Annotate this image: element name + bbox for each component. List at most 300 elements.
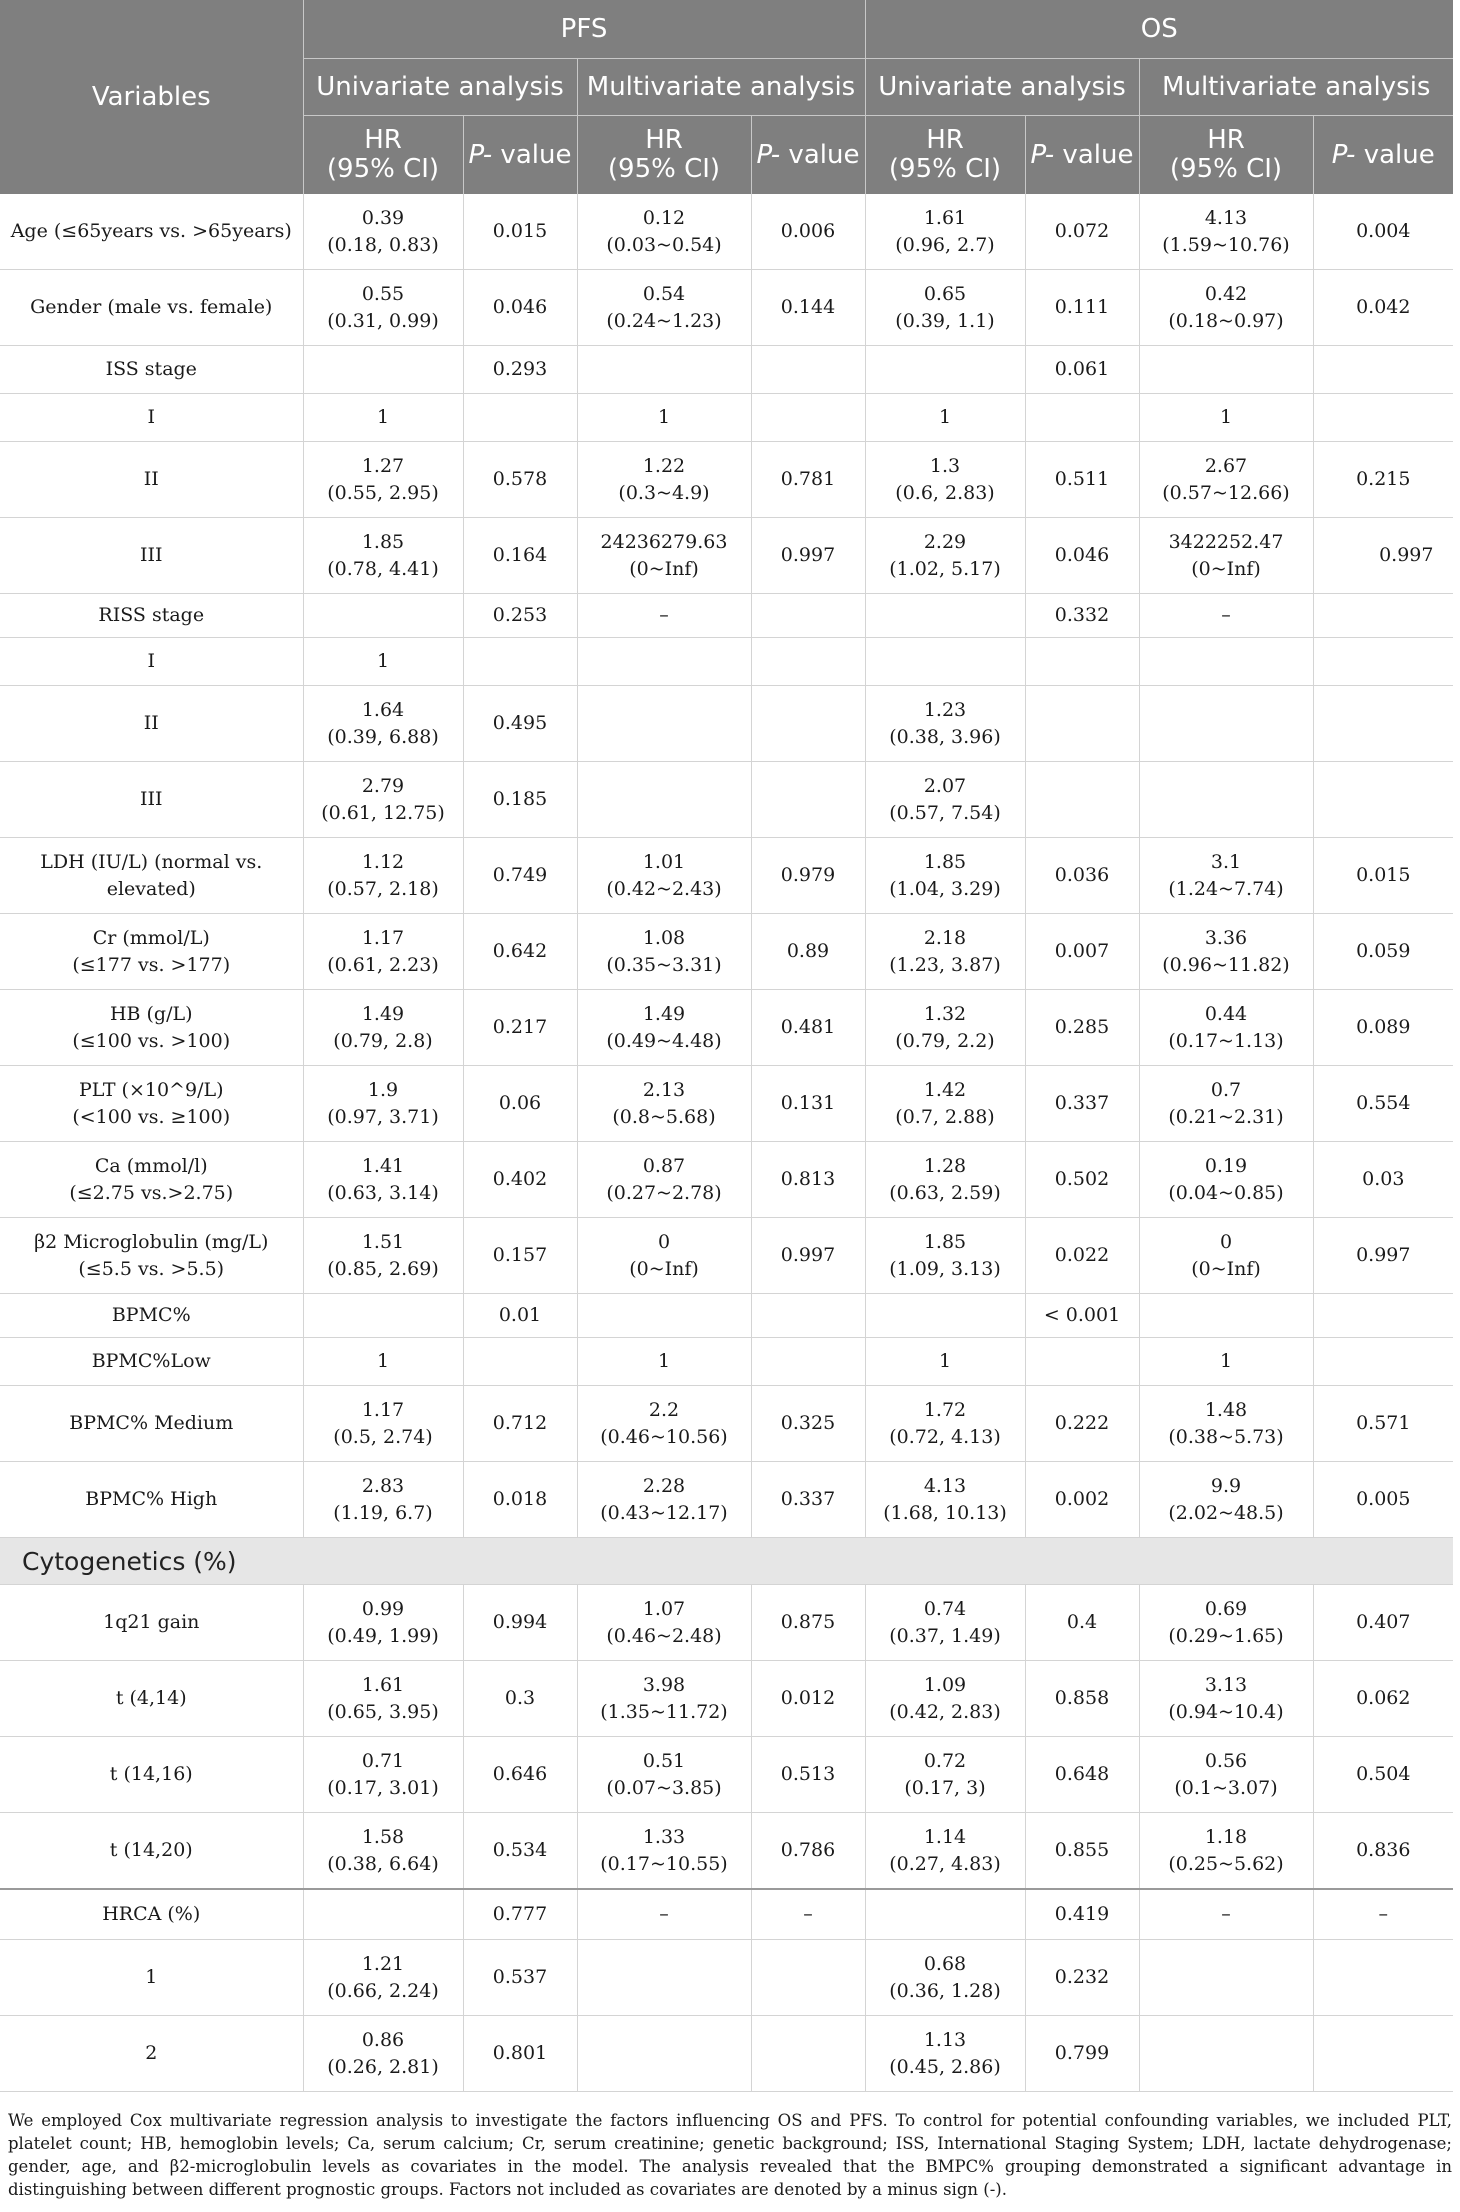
p-value-cell	[1313, 394, 1453, 442]
p-value-cell: 0.781	[751, 442, 865, 518]
p-value-cell	[1313, 1338, 1453, 1386]
p-value-cell: 0.059	[1313, 914, 1453, 990]
variable-cell: I	[0, 638, 303, 686]
table-row	[0, 1661, 1453, 1737]
hr-ci-cell: 0.71 (0.17, 3.01)	[303, 1737, 463, 1813]
p-value-cell: 0.337	[751, 1462, 865, 1538]
table-row	[0, 594, 1453, 638]
value-label: value	[1355, 139, 1435, 170]
os-univariate-hr-header	[865, 116, 1025, 195]
hr-ci-cell: 1.3 (0.6, 2.83)	[865, 442, 1025, 518]
p-value-cell: 0.855	[1025, 1813, 1139, 1890]
p-value-cell: 0.036	[1025, 838, 1139, 914]
ci-label: (95% CI)	[1169, 154, 1283, 184]
variable-cell: II	[0, 442, 303, 518]
table-row	[0, 990, 1453, 1066]
hr-ci-cell	[577, 346, 751, 394]
hr-ci-cell: 1.27 (0.55, 2.95)	[303, 442, 463, 518]
p-value-cell	[1025, 686, 1139, 762]
p-value-cell	[463, 394, 577, 442]
hr-ci-cell: 1.51 (0.85, 2.69)	[303, 1218, 463, 1294]
hr-ci-cell: –	[577, 1889, 751, 1940]
p-value-cell: 0.646	[463, 1737, 577, 1813]
variable-cell: 1q21 gain	[0, 1585, 303, 1661]
hr-ci-cell	[303, 1294, 463, 1338]
value-label: value	[1054, 139, 1134, 170]
variable-cell: ISS stage	[0, 346, 303, 394]
p-value-cell: 0.994	[463, 1585, 577, 1661]
p-value-cell: 0.3	[463, 1661, 577, 1737]
variable-cell: Gender (male vs. female)	[0, 270, 303, 346]
hr-ci-cell: –	[1139, 1889, 1313, 1940]
p-value-cell: 0.4	[1025, 1585, 1139, 1661]
p-value-cell: –	[751, 1889, 865, 1940]
pfs-univariate-header: Univariate analysis	[303, 59, 577, 116]
hr-ci-cell: 1	[1139, 394, 1313, 442]
hr-ci-cell: 0.54 (0.24~1.23)	[577, 270, 751, 346]
hr-ci-cell: 2.79 (0.61, 12.75)	[303, 762, 463, 838]
p-value-cell: 0.046	[463, 270, 577, 346]
hr-ci-cell: 0.99 (0.49, 1.99)	[303, 1585, 463, 1661]
variable-cell: t (14,16)	[0, 1737, 303, 1813]
hr-ci-cell	[865, 638, 1025, 686]
hr-ci-cell: 3.36 (0.96~11.82)	[1139, 914, 1313, 990]
hr-ci-cell: 1.17 (0.5, 2.74)	[303, 1386, 463, 1462]
p-value-cell: 0.325	[751, 1386, 865, 1462]
pfs-univariate-hr-header	[303, 116, 463, 195]
p-value-cell: 0.293	[463, 346, 577, 394]
ci-label: (95% CI)	[607, 154, 721, 184]
p-value-cell	[1025, 638, 1139, 686]
table-row	[0, 1218, 1453, 1294]
pfs-header: PFS	[303, 0, 865, 59]
variable-cell: t (14,20)	[0, 1813, 303, 1890]
hr-ci-cell: 1.49 (0.79, 2.8)	[303, 990, 463, 1066]
p-value-cell	[751, 2016, 865, 2092]
p-value-cell: 0.513	[751, 1737, 865, 1813]
p-value-cell: 0.005	[1313, 1462, 1453, 1538]
p-value-cell	[1313, 1294, 1453, 1338]
variable-cell: β2 Microglobulin (mg/L) (≤5.5 vs. >5.5)	[0, 1218, 303, 1294]
p-value-cell: 0.217	[463, 990, 577, 1066]
variable-cell: HRCA (%)	[0, 1889, 303, 1940]
hr-ci-cell: 1.9 (0.97, 3.71)	[303, 1066, 463, 1142]
hr-ci-cell: 1	[865, 394, 1025, 442]
table-row	[0, 1066, 1453, 1142]
hr-ci-cell: 1.14 (0.27, 4.83)	[865, 1813, 1025, 1890]
table-row	[0, 1386, 1453, 1462]
p-value-cell: 0.836	[1313, 1813, 1453, 1890]
hr-ci-cell	[865, 346, 1025, 394]
p-value-cell: 0.018	[463, 1462, 577, 1538]
p-value-cell: 0.002	[1025, 1462, 1139, 1538]
p-value-cell: 0.997	[1313, 1218, 1453, 1294]
p-value-cell: 0.332	[1025, 594, 1139, 638]
hr-ci-cell	[1139, 2016, 1313, 2092]
hr-ci-cell	[1139, 686, 1313, 762]
hr-ci-cell	[577, 1294, 751, 1338]
hr-ci-cell: 1.33 (0.17~10.55)	[577, 1813, 751, 1890]
p-value-cell: 0.215	[1313, 442, 1453, 518]
p-value-cell: 0.712	[463, 1386, 577, 1462]
p-value-cell	[1313, 638, 1453, 686]
hr-ci-cell: 2.28 (0.43~12.17)	[577, 1462, 751, 1538]
p-value-cell: 0.337	[1025, 1066, 1139, 1142]
p-value-cell: 0.749	[463, 838, 577, 914]
hr-ci-cell: 2.29 (1.02, 5.17)	[865, 518, 1025, 594]
hr-ci-cell: 0.68 (0.36, 1.28)	[865, 1940, 1025, 2016]
p-value-cell: 0.015	[463, 194, 577, 270]
p-value-cell	[1313, 762, 1453, 838]
p-value-cell: 0.232	[1025, 1940, 1139, 2016]
hr-ci-cell	[1139, 762, 1313, 838]
p-value-cell: 0.03	[1313, 1142, 1453, 1218]
hr-ci-cell: 1.61 (0.65, 3.95)	[303, 1661, 463, 1737]
table-row	[0, 518, 1453, 594]
p-value-cell: 0.061	[1025, 346, 1139, 394]
hr-ci-cell	[577, 762, 751, 838]
p-value-cell: 0.022	[1025, 1218, 1139, 1294]
p-value-cell: 0.006	[751, 194, 865, 270]
hr-ci-cell: 0.56 (0.1~3.07)	[1139, 1737, 1313, 1813]
p-value-cell: 0.777	[463, 1889, 577, 1940]
p-value-cell: 0.046	[1025, 518, 1139, 594]
ci-label: (95% CI)	[888, 154, 1002, 184]
hr-ci-cell: 2.07 (0.57, 7.54)	[865, 762, 1025, 838]
p-value-cell: 0.554	[1313, 1066, 1453, 1142]
variable-cell: RISS stage	[0, 594, 303, 638]
hr-ci-cell: 1.13 (0.45, 2.86)	[865, 2016, 1025, 2092]
p-value-cell: 0.979	[751, 838, 865, 914]
p-value-cell: 0.144	[751, 270, 865, 346]
hr-ci-cell: 0.72 (0.17, 3)	[865, 1737, 1025, 1813]
table-row	[0, 838, 1453, 914]
hr-ci-cell: 0.51 (0.07~3.85)	[577, 1737, 751, 1813]
os-multivariate-header: Multivariate analysis	[1139, 59, 1453, 116]
table-row	[0, 2016, 1453, 2092]
pfs-multivariate-header: Multivariate analysis	[577, 59, 865, 116]
value-label: value	[780, 139, 860, 170]
hr-ci-cell: 1.61 (0.96, 2.7)	[865, 194, 1025, 270]
p-value-cell	[751, 394, 865, 442]
variable-cell: II	[0, 686, 303, 762]
table-row	[0, 686, 1453, 762]
p-value-cell	[751, 594, 865, 638]
table-row	[0, 1737, 1453, 1813]
hr-ci-cell: 1.64 (0.39, 6.88)	[303, 686, 463, 762]
hr-ci-cell: 4.13 (1.68, 10.13)	[865, 1462, 1025, 1538]
hr-ci-cell: 0.42 (0.18~0.97)	[1139, 270, 1313, 346]
hr-ci-cell: 4.13 (1.59~10.76)	[1139, 194, 1313, 270]
p-value-cell	[1313, 594, 1453, 638]
hr-ci-cell: –	[577, 594, 751, 638]
table-row	[0, 270, 1453, 346]
hr-ci-cell: 1.01 (0.42~2.43)	[577, 838, 751, 914]
hr-ci-cell	[577, 686, 751, 762]
table-row	[0, 1294, 1453, 1338]
hr-ci-cell: 1.07 (0.46~2.48)	[577, 1585, 751, 1661]
variable-cell: t (4,14)	[0, 1661, 303, 1737]
hr-ci-cell: 1.41 (0.63, 3.14)	[303, 1142, 463, 1218]
p-value-cell: 0.402	[463, 1142, 577, 1218]
variable-cell: PLT (×10^9/L) (<100 vs. ≥100)	[0, 1066, 303, 1142]
p-value-cell	[751, 638, 865, 686]
hr-ci-cell	[1139, 638, 1313, 686]
p-value-cell: 0.407	[1313, 1585, 1453, 1661]
hr-ci-cell: 2.2 (0.46~10.56)	[577, 1386, 751, 1462]
p-value-cell: < 0.001	[1025, 1294, 1139, 1338]
hr-ci-cell	[577, 2016, 751, 2092]
p-value-cell	[1025, 1338, 1139, 1386]
p-value-cell: 0.253	[463, 594, 577, 638]
p-value-cell: 0.012	[751, 1661, 865, 1737]
table-row	[0, 194, 1453, 270]
variable-cell: LDH (IU/L) (normal vs. elevated)	[0, 838, 303, 914]
hr-ci-cell: 3422252.47 (0~Inf)	[1139, 518, 1313, 594]
table-row	[0, 442, 1453, 518]
p-value-cell	[751, 762, 865, 838]
p-value-cell: 0.007	[1025, 914, 1139, 990]
table-row	[0, 1889, 1453, 1940]
p-value-cell: 0.062	[1313, 1661, 1453, 1737]
variable-cell: HB (g/L) (≤100 vs. >100)	[0, 990, 303, 1066]
hr-ci-cell: 0.65 (0.39, 1.1)	[865, 270, 1025, 346]
hr-ci-cell: 0.44 (0.17~1.13)	[1139, 990, 1313, 1066]
p-value-cell: 0.164	[463, 518, 577, 594]
hr-ci-cell: 0.55 (0.31, 0.99)	[303, 270, 463, 346]
hr-ci-cell: 1	[577, 394, 751, 442]
table-row	[0, 346, 1453, 394]
p-value-cell	[751, 686, 865, 762]
hr-ci-cell: 1	[577, 1338, 751, 1386]
hr-ci-cell: 1.12 (0.57, 2.18)	[303, 838, 463, 914]
p-value-cell	[1025, 762, 1139, 838]
p-value-cell: 0.997	[1313, 518, 1453, 594]
p-value-cell: 0.801	[463, 2016, 577, 2092]
p-value-cell: 0.089	[1313, 990, 1453, 1066]
hr-ci-cell: 1.23 (0.38, 3.96)	[865, 686, 1025, 762]
p-value-cell	[751, 1338, 865, 1386]
p-value-cell: 0.502	[1025, 1142, 1139, 1218]
hr-ci-cell: 1.21 (0.66, 2.24)	[303, 1940, 463, 2016]
variable-cell: Age (≤65years vs. >65years)	[0, 194, 303, 270]
hr-ci-cell: 1.42 (0.7, 2.88)	[865, 1066, 1025, 1142]
p-value-cell	[463, 1338, 577, 1386]
table-row	[0, 1462, 1453, 1538]
variable-cell: 2	[0, 2016, 303, 2092]
hr-ci-cell: 0.86 (0.26, 2.81)	[303, 2016, 463, 2092]
variable-cell: BPMC% High	[0, 1462, 303, 1538]
p-value-cell: 0.571	[1313, 1386, 1453, 1462]
p-value-cell: 0.015	[1313, 838, 1453, 914]
pfs-univariate-p-header	[463, 116, 577, 195]
hr-ci-cell: 2.67 (0.57~12.66)	[1139, 442, 1313, 518]
p-value-cell	[1313, 686, 1453, 762]
p-value-cell	[1313, 2016, 1453, 2092]
hr-ci-cell: 1.58 (0.38, 6.64)	[303, 1813, 463, 1890]
table-row	[0, 914, 1453, 990]
hr-label: HR	[1207, 125, 1245, 155]
hr-ci-cell	[303, 594, 463, 638]
hr-ci-cell	[577, 1940, 751, 2016]
hr-ci-cell: 0.19 (0.04~0.85)	[1139, 1142, 1313, 1218]
p-value-cell: 0.042	[1313, 270, 1453, 346]
p-value-cell: 0.185	[463, 762, 577, 838]
hr-ci-cell	[865, 594, 1025, 638]
p-value-cell: 0.799	[1025, 2016, 1139, 2092]
p-value-cell: 0.534	[463, 1813, 577, 1890]
p-value-cell: –	[1313, 1889, 1453, 1940]
hr-ci-cell: 2.83 (1.19, 6.7)	[303, 1462, 463, 1538]
section-row	[0, 1538, 1453, 1585]
os-univariate-header: Univariate analysis	[865, 59, 1139, 116]
hr-ci-cell: 24236279.63 (0~Inf)	[577, 518, 751, 594]
hr-ci-cell: 1	[865, 1338, 1025, 1386]
hr-ci-cell: 1.08 (0.35~3.31)	[577, 914, 751, 990]
p-italic-label: P-	[468, 139, 493, 170]
table-row	[0, 1585, 1453, 1661]
pfs-multivariate-p-header	[751, 116, 865, 195]
hr-ci-cell: 0.39 (0.18, 0.83)	[303, 194, 463, 270]
table-row	[0, 1142, 1453, 1218]
hr-ci-cell: 1.49 (0.49~4.48)	[577, 990, 751, 1066]
p-value-cell: 0.06	[463, 1066, 577, 1142]
hr-ci-cell	[865, 1294, 1025, 1338]
hr-ci-cell	[865, 1889, 1025, 1940]
p-value-cell	[1025, 394, 1139, 442]
hr-label: HR	[364, 125, 402, 155]
hr-ci-cell: 1.48 (0.38~5.73)	[1139, 1386, 1313, 1462]
p-value-cell: 0.997	[751, 518, 865, 594]
p-italic-label: P-	[1030, 139, 1055, 170]
p-value-cell: 0.578	[463, 442, 577, 518]
p-value-cell: 0.648	[1025, 1737, 1139, 1813]
hr-label: HR	[926, 125, 964, 155]
hr-ci-cell: 1.28 (0.63, 2.59)	[865, 1142, 1025, 1218]
table-body	[0, 194, 1453, 2092]
p-value-cell: 0.511	[1025, 442, 1139, 518]
p-value-cell: 0.481	[751, 990, 865, 1066]
hr-ci-cell	[1139, 346, 1313, 394]
hr-ci-cell: 0.87 (0.27~2.78)	[577, 1142, 751, 1218]
p-value-cell: 0.875	[751, 1585, 865, 1661]
os-multivariate-hr-header	[1139, 116, 1313, 195]
hr-ci-cell: 2.18 (1.23, 3.87)	[865, 914, 1025, 990]
hr-ci-cell	[577, 638, 751, 686]
p-value-cell: 0.495	[463, 686, 577, 762]
hr-ci-cell: 0 (0~Inf)	[1139, 1218, 1313, 1294]
p-value-cell: 0.111	[1025, 270, 1139, 346]
hr-ci-cell: 1.85 (1.09, 3.13)	[865, 1218, 1025, 1294]
table-row	[0, 762, 1453, 838]
hr-ci-cell	[1139, 1940, 1313, 2016]
variable-cell: BPMC%	[0, 1294, 303, 1338]
p-value-cell: 0.504	[1313, 1737, 1453, 1813]
variable-cell: Cr (mmol/L) (≤177 vs. >177)	[0, 914, 303, 990]
variable-cell: BPMC%Low	[0, 1338, 303, 1386]
p-italic-label: P-	[756, 139, 781, 170]
p-value-cell: 0.004	[1313, 194, 1453, 270]
table-row	[0, 1940, 1453, 2016]
table-row	[0, 638, 1453, 686]
hr-ci-cell: 1.17 (0.61, 2.23)	[303, 914, 463, 990]
table-row	[0, 1338, 1453, 1386]
p-value-cell	[751, 1294, 865, 1338]
p-value-cell: 0.786	[751, 1813, 865, 1890]
p-value-cell: 0.157	[463, 1218, 577, 1294]
p-italic-label: P-	[1331, 139, 1356, 170]
hr-ci-cell: 1.09 (0.42, 2.83)	[865, 1661, 1025, 1737]
p-value-cell: 0.222	[1025, 1386, 1139, 1462]
p-value-cell: 0.858	[1025, 1661, 1139, 1737]
table-footnote: We employed Cox multivariate regression analysis to investigate the factors influencing OS and PFS. To control for potential confounding variables, we included PLT, platelet count; HB, hemoglobin levels; Ca, serum calcium; Cr, serum creatinine; genetic background; ISS, International Staging System; LDH, lactate dehydrogenase; gender, age, and β2-microglobulin levels as covariates in the model. The analysis revealed that the BMPC% grouping demonstrated a significant advantage in distinguishing between different prognostic groups. Factors not included as covariates are denoted by a minus sign (-).	[8, 2111, 1452, 2199]
hr-ci-cell: 1.22 (0.3~4.9)	[577, 442, 751, 518]
p-value-cell: 0.419	[1025, 1889, 1139, 1940]
hr-ci-cell: 0.74 (0.37, 1.49)	[865, 1585, 1025, 1661]
variable-cell: III	[0, 762, 303, 838]
variable-cell: Ca (mmol/l) (≤2.75 vs.>2.75)	[0, 1142, 303, 1218]
p-value-cell: 0.89	[751, 914, 865, 990]
p-value-cell: 0.131	[751, 1066, 865, 1142]
hr-ci-cell: 1	[303, 638, 463, 686]
p-value-cell	[463, 638, 577, 686]
hr-ci-cell: 2.13 (0.8~5.68)	[577, 1066, 751, 1142]
hr-ci-cell: 1	[1139, 1338, 1313, 1386]
p-value-cell: 0.813	[751, 1142, 865, 1218]
p-value-cell	[1313, 1940, 1453, 2016]
p-value-cell: 0.072	[1025, 194, 1139, 270]
hr-ci-cell: 3.98 (1.35~11.72)	[577, 1661, 751, 1737]
hr-ci-cell: 1	[303, 394, 463, 442]
p-value-cell: 0.997	[751, 1218, 865, 1294]
variable-cell: I	[0, 394, 303, 442]
hr-ci-cell: 1.18 (0.25~5.62)	[1139, 1813, 1313, 1890]
section-label: Cytogenetics (%)	[0, 1538, 1453, 1585]
os-header: OS	[865, 0, 1453, 59]
value-label: value	[492, 139, 572, 170]
p-value-cell	[751, 1940, 865, 2016]
p-value-cell	[1313, 346, 1453, 394]
table-row	[0, 1813, 1453, 1890]
hr-ci-cell: 0.12 (0.03~0.54)	[577, 194, 751, 270]
hr-ci-cell	[303, 1889, 463, 1940]
variable-cell: III	[0, 518, 303, 594]
pfs-multivariate-hr-header	[577, 116, 751, 195]
hr-ci-cell: 1.72 (0.72, 4.13)	[865, 1386, 1025, 1462]
hr-ci-cell: 1.85 (1.04, 3.29)	[865, 838, 1025, 914]
table-header	[0, 0, 1453, 194]
hr-ci-cell: –	[1139, 594, 1313, 638]
os-multivariate-p-header	[1313, 116, 1453, 195]
hr-ci-cell: 3.1 (1.24~7.74)	[1139, 838, 1313, 914]
p-value-cell: 0.642	[463, 914, 577, 990]
variable-cell: 1	[0, 1940, 303, 2016]
p-value-cell	[751, 346, 865, 394]
os-univariate-p-header	[1025, 116, 1139, 195]
p-value-cell: 0.285	[1025, 990, 1139, 1066]
ci-label: (95% CI)	[326, 154, 440, 184]
hr-label: HR	[645, 125, 683, 155]
variables-header: Variables	[0, 0, 303, 194]
hr-ci-cell: 1.32 (0.79, 2.2)	[865, 990, 1025, 1066]
hr-ci-cell	[303, 346, 463, 394]
table-row	[0, 394, 1453, 442]
p-value-cell: 0.01	[463, 1294, 577, 1338]
hr-ci-cell: 3.13 (0.94~10.4)	[1139, 1661, 1313, 1737]
hr-ci-cell: 0.7 (0.21~2.31)	[1139, 1066, 1313, 1142]
hr-ci-cell: 1.85 (0.78, 4.41)	[303, 518, 463, 594]
hr-ci-cell	[1139, 1294, 1313, 1338]
